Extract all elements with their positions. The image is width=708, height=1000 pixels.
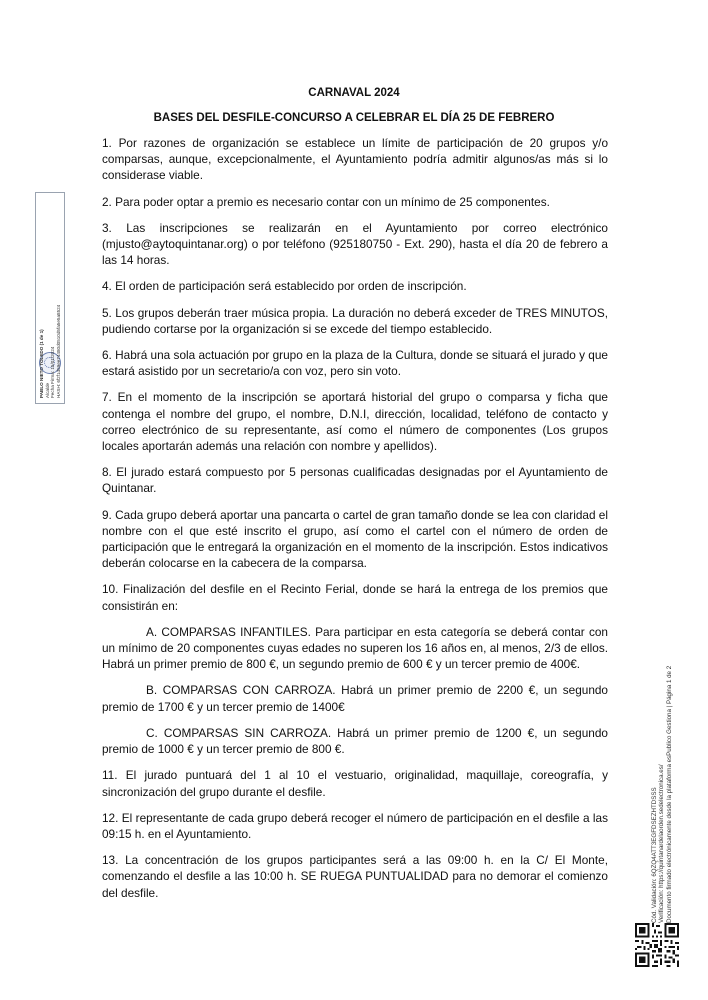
page-title: CARNAVAL 2024 xyxy=(308,87,400,99)
signature-hash: HASH: 6f2f1d59ee74480d0510d5fa5e5a8524 xyxy=(55,304,61,398)
prize-category: B. COMPARSAS CON CARROZA. Habrá un primer premio de 2200 €, un segundo premio de 1700 € y un tercer premio de 1400€ xyxy=(102,683,608,714)
paragraph: 2. Para poder optar a premio es necesario contar con un mínimo de 25 componentes. xyxy=(102,194,550,209)
validation-code: Cód. Validación: 6QZQ4ATT3EGFDSEZHTDSSS xyxy=(650,787,658,923)
document-body xyxy=(102,135,608,911)
paragraph: 1. Por razones de organización se establece un límite de participación de 20 grupos y/o comparsas, aunque, excepcionalmente, el Ayuntamiento podría admitir algunos/as más si lo considerase viable. xyxy=(102,136,608,183)
verification-url[interactable]: Verificación: https://quintanardelaorden.sedelectronica.es/ xyxy=(658,764,666,923)
prize-category: C. COMPARSAS SIN CARROZA. Habrá un primer premio de 1200 €, un segundo premio de 1000 € y un tercer premio de 800 €. xyxy=(102,725,608,757)
paragraph: 12. El representante de cada grupo deberá recoger el número de participación en el desfile a las 09:15 h. en el Ayuntamiento. xyxy=(102,810,608,841)
paragraph: 6. Habrá una sola actuación por grupo en la plaza de la Cultura, donde se situará el jurado y que estará asistido por un secretario/a con voz, pero sin voto. xyxy=(102,348,608,379)
signer-name: PABLO NIETO TOLEDO (1 de 1) xyxy=(38,329,44,398)
page-subtitle: BASES DEL DESFILE-CONCURSO A CELEBRAR EL DÍA 25 DE FEBRERO xyxy=(153,112,555,124)
prize-category: A. COMPARSAS INFANTILES. Para participar en esta categoría se deberá contar con un mínimo de 20 componentes cuyas edades no superen los 16 años en, al menos, 2/3 de ellos. Habrá un primer premio de 800 €, un segundo premio de 600 € y un tercer premio de 400€. xyxy=(102,624,608,672)
paragraph: 9. Cada grupo deberá aportar una pancarta o cartel de gran tamaño donde se lea con claridad el nombre con el que esté inscrito el grupo, así como el cartel con el número de orden de participación que le entregará la organización en el momento de la inscripción. Estos indicativos deberán colocarse en la cabecera de la comparsa. xyxy=(102,507,608,571)
signer-role: Alcalde xyxy=(44,382,50,398)
verification-block xyxy=(651,613,673,923)
paragraph: 7. En el momento de la inscripción se aportará historial del grupo o comparsa y ficha que contenga el nombre del grupo, el nombre, D.N.I, dirección, localidad, teléfono de contacto y correo electrónico de su representante, así como el número de componentes (Los grupos locales aportarán además una relación con nombre y apellidos). xyxy=(102,390,608,454)
platform-note: Documento firmado electrónicamente desde la plataforma esPublico Gestiona | Página 1 de 2 xyxy=(665,665,673,923)
paragraph: 8. El jurado estará compuesto por 5 personas cualificadas designadas por el Ayuntamiento de Quintanar. xyxy=(102,465,608,496)
paragraph: 11. El jurado puntuará del 1 al 10 el vestuario, originalidad, maquillaje, coreografía, y sincronización del grupo durante el desfile. xyxy=(102,768,608,799)
paragraph: 5. Los grupos deberán traer música propia. La duración no deberá exceder de TRES MINUTOS, pudiendo cortarse por la organización si se excede del tiempo establecido. xyxy=(102,305,608,336)
signature-stamp xyxy=(39,198,61,398)
paragraph: 10. Finalización del desfile en el Recinto Ferial, donde se hará la entrega de los premios que consistirán en: xyxy=(102,582,608,613)
paragraph: 13. La concentración de los grupos participantes será a las 09:00 h. en la C/ El Monte, comenzando el desfile a las 10:00 h. SE RUEGA PUNTUALIDAD para no demorar el comienzo del desfile. xyxy=(102,853,608,900)
qr-code-icon xyxy=(635,923,679,967)
signature-date: Fecha Firma: 15/01/2024 xyxy=(50,346,55,398)
paragraph: 4. El orden de participación será establecido por orden de inscripción. xyxy=(102,279,467,294)
paragraph: 3. Las inscripciones se realizarán en el Ayuntamiento por correo electrónico (mjusto@aytoquintanar.org) o por teléfono (925180750 - Ext. 290), hasta el día 20 de febrero a las 14 horas. xyxy=(102,220,608,268)
